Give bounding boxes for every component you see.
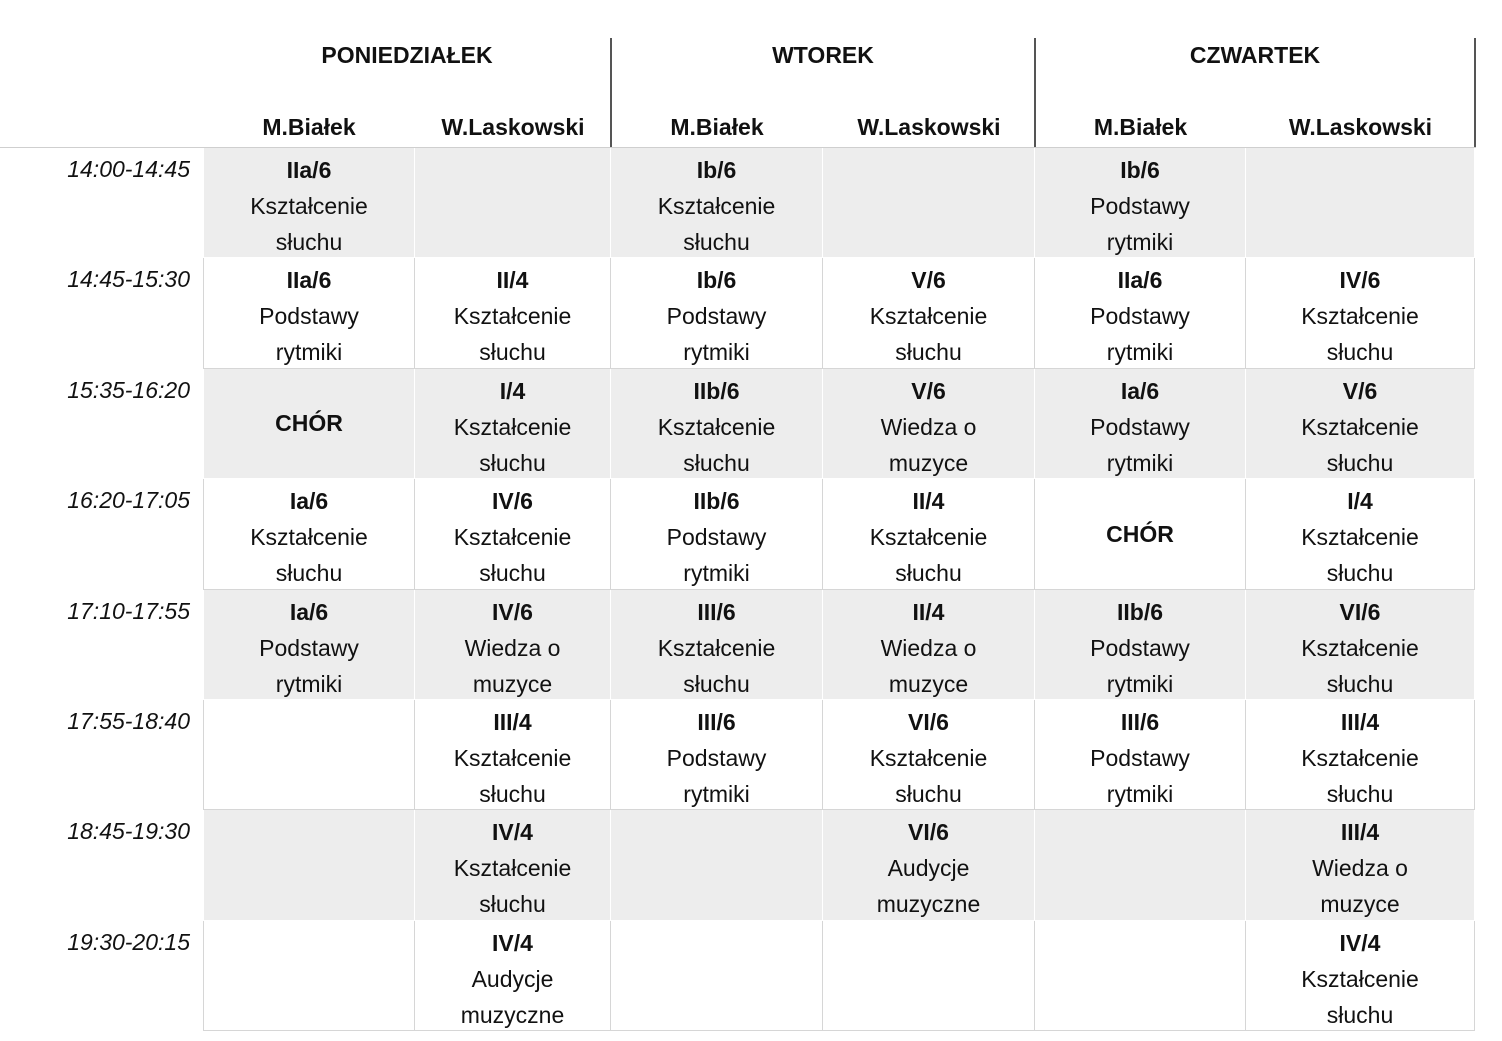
lesson-subject: Kształcenie słuchu xyxy=(1301,965,1419,1028)
lesson-subject: Podstawy rytmiki xyxy=(259,634,359,697)
lesson-cell xyxy=(823,369,1035,479)
lesson-subject: Kształcenie słuchu xyxy=(1301,524,1419,587)
lesson-subject: Kształcenie słuchu xyxy=(453,413,572,476)
lesson-subject: Kształcenie słuchu xyxy=(869,303,988,366)
lesson-class: IIb/6 xyxy=(693,488,740,515)
lesson-subject: Wiedza o muzyce xyxy=(464,634,561,697)
lesson-class: VI/6 xyxy=(1339,598,1381,625)
lesson-class: I/4 xyxy=(499,377,526,404)
lesson-subject: Podstawy rytmiki xyxy=(259,303,359,366)
lesson-class: I/4 xyxy=(1347,488,1373,515)
lesson-cell xyxy=(1246,479,1475,589)
lesson-subject: Kształcenie słuchu xyxy=(869,524,988,587)
lesson-subject: Kształcenie słuchu xyxy=(1301,634,1419,697)
lesson-cell xyxy=(1246,369,1475,479)
time-slot: 19:30-20:15 xyxy=(67,928,190,955)
lesson-subject: Kształcenie słuchu xyxy=(869,745,988,807)
day-header: CZWARTEK xyxy=(1189,42,1321,68)
lesson-cell xyxy=(415,369,611,479)
lesson-class: IV/6 xyxy=(1339,267,1381,294)
lesson-cell xyxy=(823,700,1035,810)
lesson-cell xyxy=(611,700,823,810)
day-header: PONIEDZIAŁEK xyxy=(321,42,493,68)
lesson-cell xyxy=(1035,590,1246,700)
lesson-cell xyxy=(611,369,823,479)
lesson-class: II/4 xyxy=(912,598,945,625)
lesson-class: II/4 xyxy=(912,488,945,515)
lesson-subject: Audycje muzyczne xyxy=(460,965,565,1028)
lesson-class: IV/4 xyxy=(492,819,533,846)
lesson-cell xyxy=(1246,810,1475,920)
lesson-cell xyxy=(823,590,1035,700)
lesson-class: IV/6 xyxy=(492,488,533,515)
lesson-cell xyxy=(1035,258,1246,368)
lesson-class: IIa/6 xyxy=(286,267,332,294)
time-slot: 18:45-19:30 xyxy=(67,818,190,845)
lesson-subject: Kształcenie słuchu xyxy=(1301,413,1419,476)
lesson-subject: Podstawy rytmiki xyxy=(1090,634,1190,697)
lesson-subject: Kształcenie słuchu xyxy=(250,193,368,255)
lesson-subject: Kształcenie słuchu xyxy=(657,193,776,255)
lesson-class: Ia/6 xyxy=(289,598,329,625)
lesson-cell xyxy=(823,148,1035,258)
lesson-subject: Kształcenie słuchu xyxy=(453,524,572,587)
lesson-class: IIa/6 xyxy=(286,157,332,183)
lesson-cell xyxy=(1246,148,1475,258)
lesson-cell xyxy=(415,148,611,258)
lesson-class: III/4 xyxy=(493,709,532,735)
time-slot: 15:35-16:20 xyxy=(67,376,190,403)
lesson-cell xyxy=(415,921,611,1031)
lesson-class: Ib/6 xyxy=(696,267,737,294)
lesson-cell xyxy=(203,258,415,368)
lesson-class: III/6 xyxy=(697,598,736,625)
lesson-class: VI/6 xyxy=(908,709,949,735)
lesson-subject: Kształcenie słuchu xyxy=(657,413,776,476)
lesson-subject: Kształcenie słuchu xyxy=(1301,303,1419,366)
lesson-cell xyxy=(611,148,823,258)
lesson-subject: Wiedza o muzyce xyxy=(880,634,977,697)
teacher-header: W.Laskowski xyxy=(1288,114,1433,140)
lesson-cell xyxy=(1035,921,1246,1031)
teacher-header: M.Białek xyxy=(262,114,356,140)
teacher-header: W.Laskowski xyxy=(857,114,1001,140)
lesson-cell xyxy=(203,810,415,920)
lesson-cell xyxy=(823,258,1035,368)
lesson-class: IV/4 xyxy=(1339,929,1381,956)
lesson-cell xyxy=(1246,590,1475,700)
lesson-class: III/4 xyxy=(1340,709,1380,735)
lesson-cell xyxy=(611,590,823,700)
lesson-class: CHÓR xyxy=(275,410,343,437)
lesson-class: IIa/6 xyxy=(1117,267,1163,294)
lesson-subject: Podstawy rytmiki xyxy=(1090,193,1190,255)
lesson-subject: Podstawy rytmiki xyxy=(666,303,767,366)
lesson-cell xyxy=(415,810,611,920)
lesson-class: CHÓR xyxy=(1106,520,1174,547)
teacher-header: M.Białek xyxy=(1093,114,1188,140)
lesson-class: V/6 xyxy=(911,377,946,404)
lesson-cell xyxy=(415,700,611,810)
lesson-subject: Podstawy rytmiki xyxy=(1090,745,1190,807)
lesson-cell xyxy=(1035,369,1246,479)
lesson-subject: Wiedza o muzyce xyxy=(1312,855,1408,918)
lesson-subject: Kształcenie słuchu xyxy=(453,303,572,366)
lesson-cell xyxy=(203,921,415,1031)
lesson-cell xyxy=(611,921,823,1031)
lesson-cell xyxy=(203,700,415,810)
lesson-class: V/6 xyxy=(911,267,946,294)
lesson-subject: Podstawy rytmiki xyxy=(1090,303,1190,366)
lesson-class: IIb/6 xyxy=(693,377,740,404)
lesson-class: Ia/6 xyxy=(1120,377,1160,404)
lesson-cell xyxy=(611,810,823,920)
lesson-class: IV/6 xyxy=(492,598,533,625)
time-slot: 17:55-18:40 xyxy=(67,708,190,734)
lesson-cell xyxy=(1035,700,1246,810)
lesson-subject: Kształcenie słuchu xyxy=(250,524,368,587)
lesson-cell xyxy=(611,479,823,589)
lesson-subject: Podstawy rytmiki xyxy=(666,745,767,807)
lesson-cell xyxy=(1035,810,1246,920)
lesson-class: VI/6 xyxy=(908,819,949,846)
lesson-subject: Kształcenie słuchu xyxy=(1301,745,1419,807)
lesson-class: V/6 xyxy=(1342,377,1378,404)
lesson-subject: Podstawy rytmiki xyxy=(1090,413,1190,476)
lesson-subject: Audycje muzyczne xyxy=(876,855,981,918)
lesson-subject: Kształcenie słuchu xyxy=(453,745,572,807)
lesson-cell xyxy=(611,258,823,368)
lesson-class: IV/4 xyxy=(492,929,533,956)
day-header: WTOREK xyxy=(772,42,874,68)
lesson-cell xyxy=(203,148,415,258)
lesson-class: II/4 xyxy=(496,267,529,294)
lesson-subject: Podstawy rytmiki xyxy=(666,524,767,587)
lesson-subject: Kształcenie słuchu xyxy=(657,634,776,697)
lesson-cell xyxy=(1246,258,1475,368)
lesson-cell xyxy=(203,369,415,479)
lesson-cell xyxy=(1246,700,1475,810)
lesson-subject: Kształcenie słuchu xyxy=(453,855,572,918)
time-slot: 14:00-14:45 xyxy=(67,156,190,182)
lesson-cell xyxy=(823,810,1035,920)
teacher-header: W.Laskowski xyxy=(441,114,585,140)
lesson-cell xyxy=(415,258,611,368)
time-slot: 16:20-17:05 xyxy=(67,487,190,514)
lesson-cell xyxy=(823,479,1035,589)
time-slot: 14:45-15:30 xyxy=(67,266,190,293)
lesson-cell xyxy=(203,590,415,700)
lesson-class: III/6 xyxy=(697,709,736,735)
lesson-class: Ib/6 xyxy=(696,157,737,183)
lesson-class: III/4 xyxy=(1340,819,1380,846)
lesson-cell xyxy=(203,479,415,589)
lesson-class: Ia/6 xyxy=(289,488,329,515)
lesson-cell xyxy=(415,590,611,700)
lesson-cell xyxy=(1035,479,1246,589)
time-slot: 17:10-17:55 xyxy=(67,597,190,624)
lesson-cell xyxy=(1035,148,1246,258)
lesson-cell xyxy=(823,921,1035,1031)
teacher-header: M.Białek xyxy=(670,114,764,140)
lesson-subject: Wiedza o muzyce xyxy=(880,413,977,476)
lesson-cell xyxy=(415,479,611,589)
lesson-class: III/6 xyxy=(1120,709,1160,735)
lesson-cell xyxy=(1246,921,1475,1031)
lesson-class: Ib/6 xyxy=(1120,157,1160,183)
lesson-class: IIb/6 xyxy=(1116,598,1163,625)
